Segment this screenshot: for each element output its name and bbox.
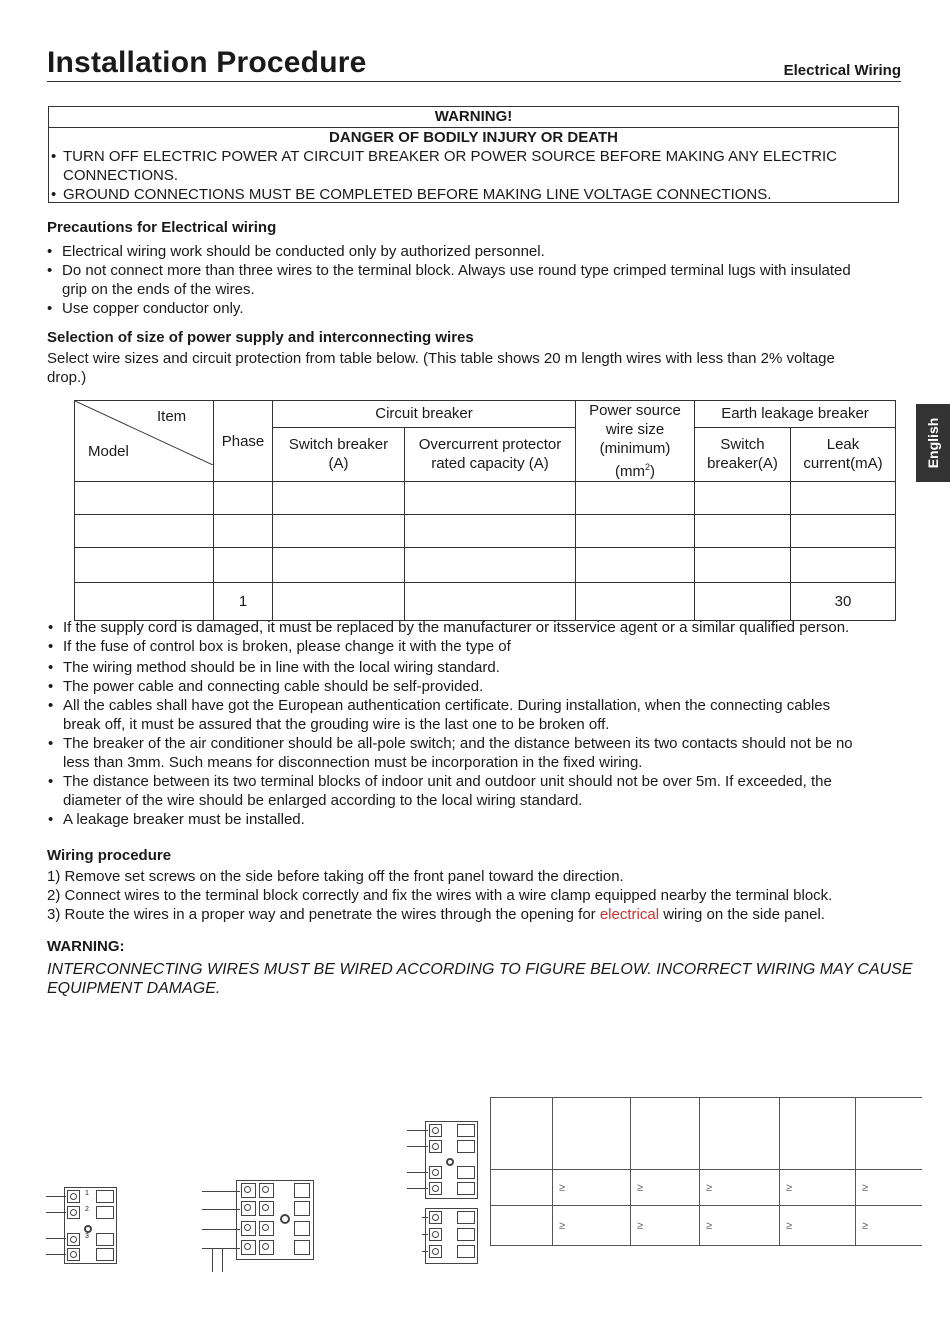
list-item xyxy=(47,280,907,299)
table-cell xyxy=(273,583,405,621)
item-label: Item xyxy=(157,408,187,425)
notes-list xyxy=(48,618,908,829)
warning-line xyxy=(49,166,898,185)
wiring-step xyxy=(47,905,907,924)
lug-icon xyxy=(294,1221,310,1236)
selection-text xyxy=(47,349,907,387)
wire-line xyxy=(422,1234,428,1235)
unit-text: (mm xyxy=(614,463,645,480)
table-cell: ≥ xyxy=(553,1170,631,1206)
switch-header xyxy=(695,427,791,481)
table-cell xyxy=(576,583,695,621)
ring-icon xyxy=(84,1225,92,1233)
screw-icon xyxy=(67,1248,80,1261)
screw-icon xyxy=(259,1201,274,1216)
table-cell: ≥ xyxy=(631,1170,700,1206)
table-cell xyxy=(491,1098,553,1170)
screw-icon xyxy=(259,1221,274,1236)
list-item-text: The wiring method should be in line with the local wiring standard. xyxy=(63,659,500,676)
warning-text: GROUND CONNECTIONS MUST BE COMPLETED BEFORE MAKING LINE VOLTAGE CONNECTIONS. xyxy=(63,186,772,203)
table-cell xyxy=(791,482,896,515)
table-cell xyxy=(405,548,576,583)
table-cell xyxy=(553,1098,631,1170)
header-line: Switch xyxy=(720,436,765,454)
bullet-icon: • xyxy=(48,659,54,676)
wire-line xyxy=(407,1130,428,1131)
table-row xyxy=(75,482,896,515)
screw-icon xyxy=(429,1166,442,1179)
wiring-step-text: 3) Route the wires in a proper way and penetrate the wires through the opening for xyxy=(47,906,600,923)
list-item xyxy=(48,677,908,696)
table-cell xyxy=(631,1098,700,1170)
list-item xyxy=(48,658,908,677)
unit-text: ) xyxy=(650,463,655,480)
terminal-label: 2 xyxy=(85,1206,89,1213)
wire-line xyxy=(407,1146,428,1147)
list-item xyxy=(48,637,908,656)
list-item xyxy=(47,242,907,261)
table-cell xyxy=(780,1098,856,1170)
table-row xyxy=(75,548,896,583)
lug-icon xyxy=(457,1228,475,1241)
lug-icon xyxy=(96,1248,114,1261)
lug-icon xyxy=(457,1140,475,1153)
title-divider xyxy=(47,81,901,82)
lug-icon xyxy=(96,1233,114,1246)
terminal-label: 1 xyxy=(85,1190,89,1197)
header-line: (A) xyxy=(328,455,349,473)
bullet-icon: • xyxy=(47,262,53,279)
header-line: Power source xyxy=(589,402,681,419)
language-tab-label: English xyxy=(925,417,941,469)
list-item-text: break off, it must be assured that the grouding wire is the last one to be broken off. xyxy=(63,716,610,733)
header-line: wire size xyxy=(605,421,665,438)
warning-text: TURN OFF ELECTRIC POWER AT CIRCUIT BREAKER OR POWER SOURCE BEFORE MAKING ANY ELECTRIC xyxy=(63,148,837,165)
screw-icon xyxy=(67,1190,80,1203)
earth-leakage-header: Earth leakage breaker xyxy=(695,401,896,428)
list-item-text: Electrical wiring work should be conducted only by authorized personnel. xyxy=(62,243,545,260)
lug-icon xyxy=(457,1124,475,1137)
wiring-step: 2) Connect wires to the terminal block correctly and fix the wires with a wire clamp equipped nearby the terminal block. xyxy=(47,887,833,904)
screw-icon xyxy=(429,1124,442,1137)
header-line: Switch breaker xyxy=(288,436,389,454)
list-item-text: A leakage breaker must be installed. xyxy=(63,811,305,828)
table-cell xyxy=(695,548,791,583)
screw-icon xyxy=(429,1228,442,1241)
wire-line xyxy=(202,1191,240,1192)
overcurrent-header xyxy=(405,427,576,481)
table-cell: ≥ xyxy=(856,1206,923,1246)
bullet-icon: • xyxy=(48,638,54,655)
list-item-text: If the supply cord is damaged, it must be replaced by the manufacturer or itsservice agent or a similar qualified person. xyxy=(63,619,850,636)
table-cell: ≥ xyxy=(631,1206,700,1246)
wire-line xyxy=(422,1217,428,1218)
table-row xyxy=(491,1098,923,1170)
table-cell xyxy=(576,482,695,515)
header-line xyxy=(576,458,694,481)
unit-superscript: 2 xyxy=(644,462,650,472)
lug-icon xyxy=(457,1166,475,1179)
warning2-heading: WARNING: xyxy=(47,938,125,955)
lug-icon xyxy=(457,1211,475,1224)
wire-line xyxy=(46,1254,66,1255)
bullet-icon: • xyxy=(51,148,57,165)
wire-line xyxy=(407,1172,428,1173)
wire-line xyxy=(202,1248,240,1249)
warning-title: WARNING! xyxy=(49,107,898,128)
bullet-icon: • xyxy=(47,300,53,317)
lug-icon xyxy=(294,1183,310,1198)
list-item xyxy=(48,696,908,715)
list-item-text: diameter of the wire should be enlarged according to the local wiring standard. xyxy=(63,792,583,809)
table-row xyxy=(491,1206,923,1246)
warning-line xyxy=(49,147,898,166)
table-cell xyxy=(856,1098,923,1170)
warning-box xyxy=(48,106,899,203)
header-line: Leak xyxy=(826,436,860,454)
screw-icon xyxy=(429,1211,442,1224)
table-cell xyxy=(273,482,405,515)
bullet-icon: • xyxy=(48,619,54,636)
table-cell xyxy=(576,548,695,583)
precautions-heading: Precautions for Electrical wiring xyxy=(47,219,277,236)
list-item xyxy=(47,261,907,280)
section-label: Electrical Wiring xyxy=(783,62,901,79)
bullet-icon: • xyxy=(48,811,54,828)
header-line: current(mA) xyxy=(803,455,883,473)
table-cell xyxy=(695,583,791,621)
wire-line xyxy=(422,1251,428,1252)
table-cell xyxy=(695,482,791,515)
lug-icon xyxy=(294,1240,310,1255)
list-item-text: The power cable and connecting cable should be self-provided. xyxy=(63,678,484,695)
table-cell xyxy=(214,482,273,515)
table-row xyxy=(75,583,896,621)
table-cell xyxy=(695,515,791,548)
screw-icon xyxy=(241,1201,256,1216)
table-row xyxy=(75,515,896,548)
screw-icon xyxy=(67,1233,80,1246)
table-cell: ≥ xyxy=(780,1206,856,1246)
list-item-text: Use copper conductor only. xyxy=(62,300,244,317)
bullet-icon: • xyxy=(48,678,54,695)
screw-icon xyxy=(429,1182,442,1195)
circuit-breaker-header: Circuit breaker xyxy=(273,401,576,428)
list-item xyxy=(48,810,908,829)
wiring-heading: Wiring procedure xyxy=(47,847,172,864)
table-cell xyxy=(700,1098,780,1170)
wire-spec-mini-table xyxy=(490,1097,922,1246)
bullet-icon: • xyxy=(48,735,54,752)
table-cell xyxy=(75,548,214,583)
page-title: Installation Procedure xyxy=(47,46,367,79)
bullet-icon: • xyxy=(48,773,54,790)
terminal-label: 3 xyxy=(85,1233,89,1240)
table-cell xyxy=(405,583,576,621)
table-cell: ≥ xyxy=(700,1170,780,1206)
wire-line xyxy=(222,1248,223,1272)
ring-icon xyxy=(280,1214,290,1224)
precautions-list xyxy=(47,242,907,318)
screw-icon xyxy=(429,1140,442,1153)
table-cell xyxy=(405,482,576,515)
wire-line xyxy=(202,1209,240,1210)
list-item xyxy=(48,734,908,753)
warning-line xyxy=(49,185,898,204)
selection-heading: Selection of size of power supply and interconnecting wires xyxy=(47,329,474,346)
lug-icon xyxy=(96,1206,114,1219)
list-item xyxy=(48,772,908,791)
table-cell xyxy=(273,515,405,548)
list-item-text: The breaker of the air conditioner should be all-pole switch; and the distance between its two contacts should not be no xyxy=(63,735,853,752)
wiring-step: 1) Remove set screws on the side before taking off the front panel toward the direction. xyxy=(47,868,624,885)
warning-text: CONNECTIONS. xyxy=(63,167,179,184)
screw-icon xyxy=(67,1206,80,1219)
wire-line xyxy=(46,1196,66,1197)
language-tab[interactable] xyxy=(916,404,950,482)
warning-subtitle: DANGER OF BODILY INJURY OR DEATH xyxy=(329,129,618,146)
list-item xyxy=(48,715,908,734)
screw-icon xyxy=(241,1240,256,1255)
list-item xyxy=(48,753,908,772)
header-line: breaker(A) xyxy=(707,455,778,473)
warning2-line: EQUIPMENT DAMAGE. xyxy=(47,980,221,997)
screw-icon xyxy=(241,1221,256,1236)
wire-line xyxy=(212,1248,213,1272)
list-item xyxy=(47,299,907,318)
wire-line xyxy=(407,1188,428,1189)
table-cell xyxy=(75,515,214,548)
table-cell: ≥ xyxy=(780,1170,856,1206)
item-model-header xyxy=(75,401,214,482)
bullet-icon: • xyxy=(51,186,57,203)
list-item xyxy=(48,791,908,810)
table-cell xyxy=(214,548,273,583)
lug-icon xyxy=(294,1201,310,1216)
screw-icon xyxy=(259,1240,274,1255)
warning2-text xyxy=(47,960,917,998)
table-cell xyxy=(791,515,896,548)
table-cell: ≥ xyxy=(856,1170,923,1206)
switch-breaker-header xyxy=(273,427,405,481)
selection-text-line: drop.) xyxy=(47,369,87,386)
table-cell xyxy=(214,515,273,548)
list-item-text: Do not connect more than three wires to the terminal block. Always use round type crimped terminal lugs with insulated xyxy=(62,262,851,279)
leak-header xyxy=(791,427,896,481)
list-item xyxy=(48,618,908,637)
table-cell xyxy=(75,583,214,621)
lug-icon xyxy=(96,1190,114,1203)
wiring-step-text: wiring on the side panel. xyxy=(659,906,825,923)
header-line: (minimum) xyxy=(599,440,671,457)
table-cell xyxy=(491,1170,553,1206)
power-source-header xyxy=(576,401,695,482)
bullet-icon: • xyxy=(47,243,53,260)
ring-icon xyxy=(446,1158,454,1166)
leak-cell: 30 xyxy=(791,583,896,621)
list-item-text: grip on the ends of the wires. xyxy=(62,281,255,298)
wire-line xyxy=(202,1229,240,1230)
wire-line xyxy=(46,1238,66,1239)
screw-icon xyxy=(259,1183,274,1198)
table-row xyxy=(491,1170,923,1206)
lug-icon xyxy=(457,1182,475,1195)
model-label: Model xyxy=(88,443,129,460)
selection-text-line: Select wire sizes and circuit protection from table below. (This table shows 20 m length wires with less than 2% voltage xyxy=(47,350,835,367)
table-cell xyxy=(491,1206,553,1246)
wire-size-table xyxy=(74,400,896,621)
table-cell: ≥ xyxy=(553,1206,631,1246)
screw-icon xyxy=(429,1245,442,1258)
header-line: Overcurrent protector xyxy=(418,436,562,454)
list-item-text: less than 3mm. Such means for disconnection must be incorporation in the fixed wiring. xyxy=(63,754,643,771)
screw-icon xyxy=(241,1183,256,1198)
list-item-text: All the cables shall have got the European authentication certificate. During installation, when the connecting cables xyxy=(63,697,831,714)
highlight-text: electrical xyxy=(599,906,660,923)
phase-cell: 1 xyxy=(214,583,273,621)
table-cell xyxy=(791,548,896,583)
wiring-steps xyxy=(47,867,907,924)
list-item-text: The distance between its two terminal blocks of indoor unit and outdoor unit should not be over 5m. If exceeded, the xyxy=(63,773,832,790)
header-line: rated capacity (A) xyxy=(431,455,549,473)
table-cell xyxy=(576,515,695,548)
lug-icon xyxy=(457,1245,475,1258)
phase-header: Phase xyxy=(214,401,273,482)
table-cell: ≥ xyxy=(700,1206,780,1246)
wire-line xyxy=(46,1212,66,1213)
list-item-text: If the fuse of control box is broken, please change it with the type of xyxy=(63,638,511,655)
bullet-icon: • xyxy=(48,697,54,714)
table-cell xyxy=(273,548,405,583)
table-cell xyxy=(405,515,576,548)
table-cell xyxy=(75,482,214,515)
warning2-line: INTERCONNECTING WIRES MUST BE WIRED ACCORDING TO FIGURE BELOW. INCORRECT WIRING MAY CAUSE xyxy=(47,961,913,978)
